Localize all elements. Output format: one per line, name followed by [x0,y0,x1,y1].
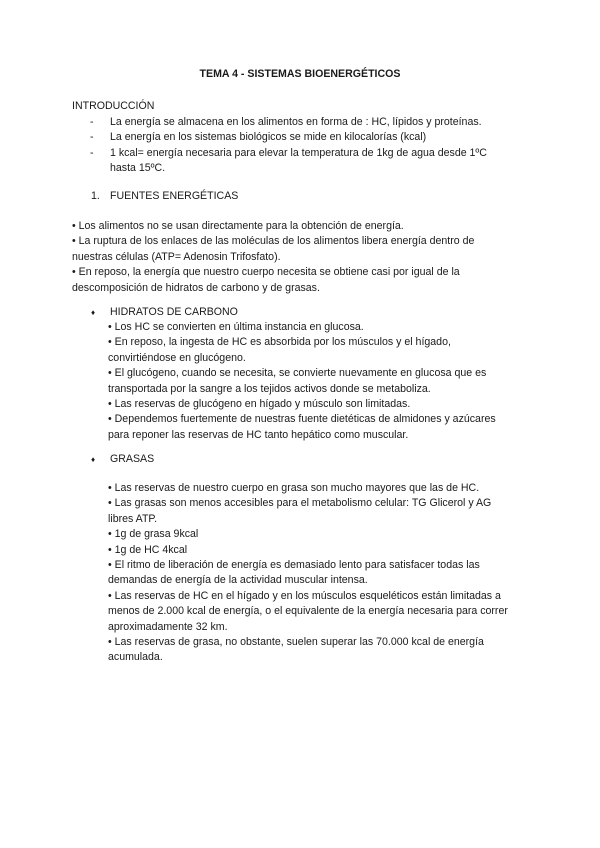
list-item: - 1 kcal= energía necesaria para elevar la temperatura de 1kg de agua desde 1ºC hasta 15ºC. [90,146,487,175]
document-title: TEMA 4 - SISTEMAS BIOENERGÉTICOS [199,68,401,80]
intro-list [90,115,520,177]
section-1-number: 1. [91,190,100,202]
grasas-list [108,481,518,666]
paragraph: • En reposo, la energía que nuestro cuerpo necesita se obtiene casi por igual de la descomposición de hidratos de carbono y de grasas. [72,266,460,294]
list-item: • Las reservas de glucógeno en hígado y músculo son limitadas. [108,398,411,411]
list-item: • El ritmo de liberación de energía es demasiado lento para satisfacer todas las demandas de energía de la actividad muscular intensa. [108,559,480,587]
list-item: • Las reservas de nuestro cuerpo en grasa son mucho mayores que las de HC. [108,482,480,494]
list-item: - La energía se almacena en los alimentos en forma de : HC, lípidos y proteínas. [90,116,482,128]
list-item: - La energía en los sistemas biológicos se mide en kilocalorías (kcal) [90,131,427,144]
list-item: • Dependemos fuertemente de nuestras fuente dietéticas de almidones y azúcares para reponer las reservas de HC tanto hepático como muscular. [108,413,496,441]
hidratos-list [108,320,518,443]
list-item: • Las reservas de grasa, no obstante, suelen superar las 70.000 kcal de energía acumulada. [108,636,484,664]
list-item: • Las grasas son menos accesibles para el metabolismo celular: TG Glicerol y AG libres ATP. [108,497,492,525]
list-item: • Las reservas de HC en el hígado y en los músculos esqueléticos están limitadas a menos de 2.000 kcal de energía, o el equivalente de la energía necesaria para correr aproximadamente 32 km. [108,589,508,633]
paragraph: • Los alimentos no se usan directamente para la obtención de energía. [72,220,404,232]
section-1-paragraphs [72,219,512,296]
list-item: • Los HC se convierten en última instancia en glucosa. [108,321,364,333]
list-item: • En reposo, la ingesta de HC es absorbida por los músculos y el hígado, convirtiéndose en glucógeno. [108,336,451,364]
list-item: • El glucógeno, cuando se necesita, se convierte nuevamente en glucosa que es transportada por la sangre a los tejidos activos donde se metaboliza. [108,367,487,395]
diamond-bullet-icon: ♦ [91,455,96,464]
list-item: • 1g de grasa 9kcal [108,528,199,541]
paragraph: • La ruptura de los enlaces de las moléculas de los alimentos libera energía dentro de nuestras células (ATP= Adenosin Trifosfato). [72,235,475,263]
intro-heading: INTRODUCCIÓN [72,100,155,112]
grasas-heading: GRASAS [110,453,155,465]
diamond-bullet-icon: ♦ [91,308,96,317]
hidratos-heading: HIDRATOS DE CARBONO [110,306,238,318]
list-item: • 1g de HC 4kcal [108,543,188,556]
section-1-heading: FUENTES ENERGÉTICAS [110,190,239,202]
